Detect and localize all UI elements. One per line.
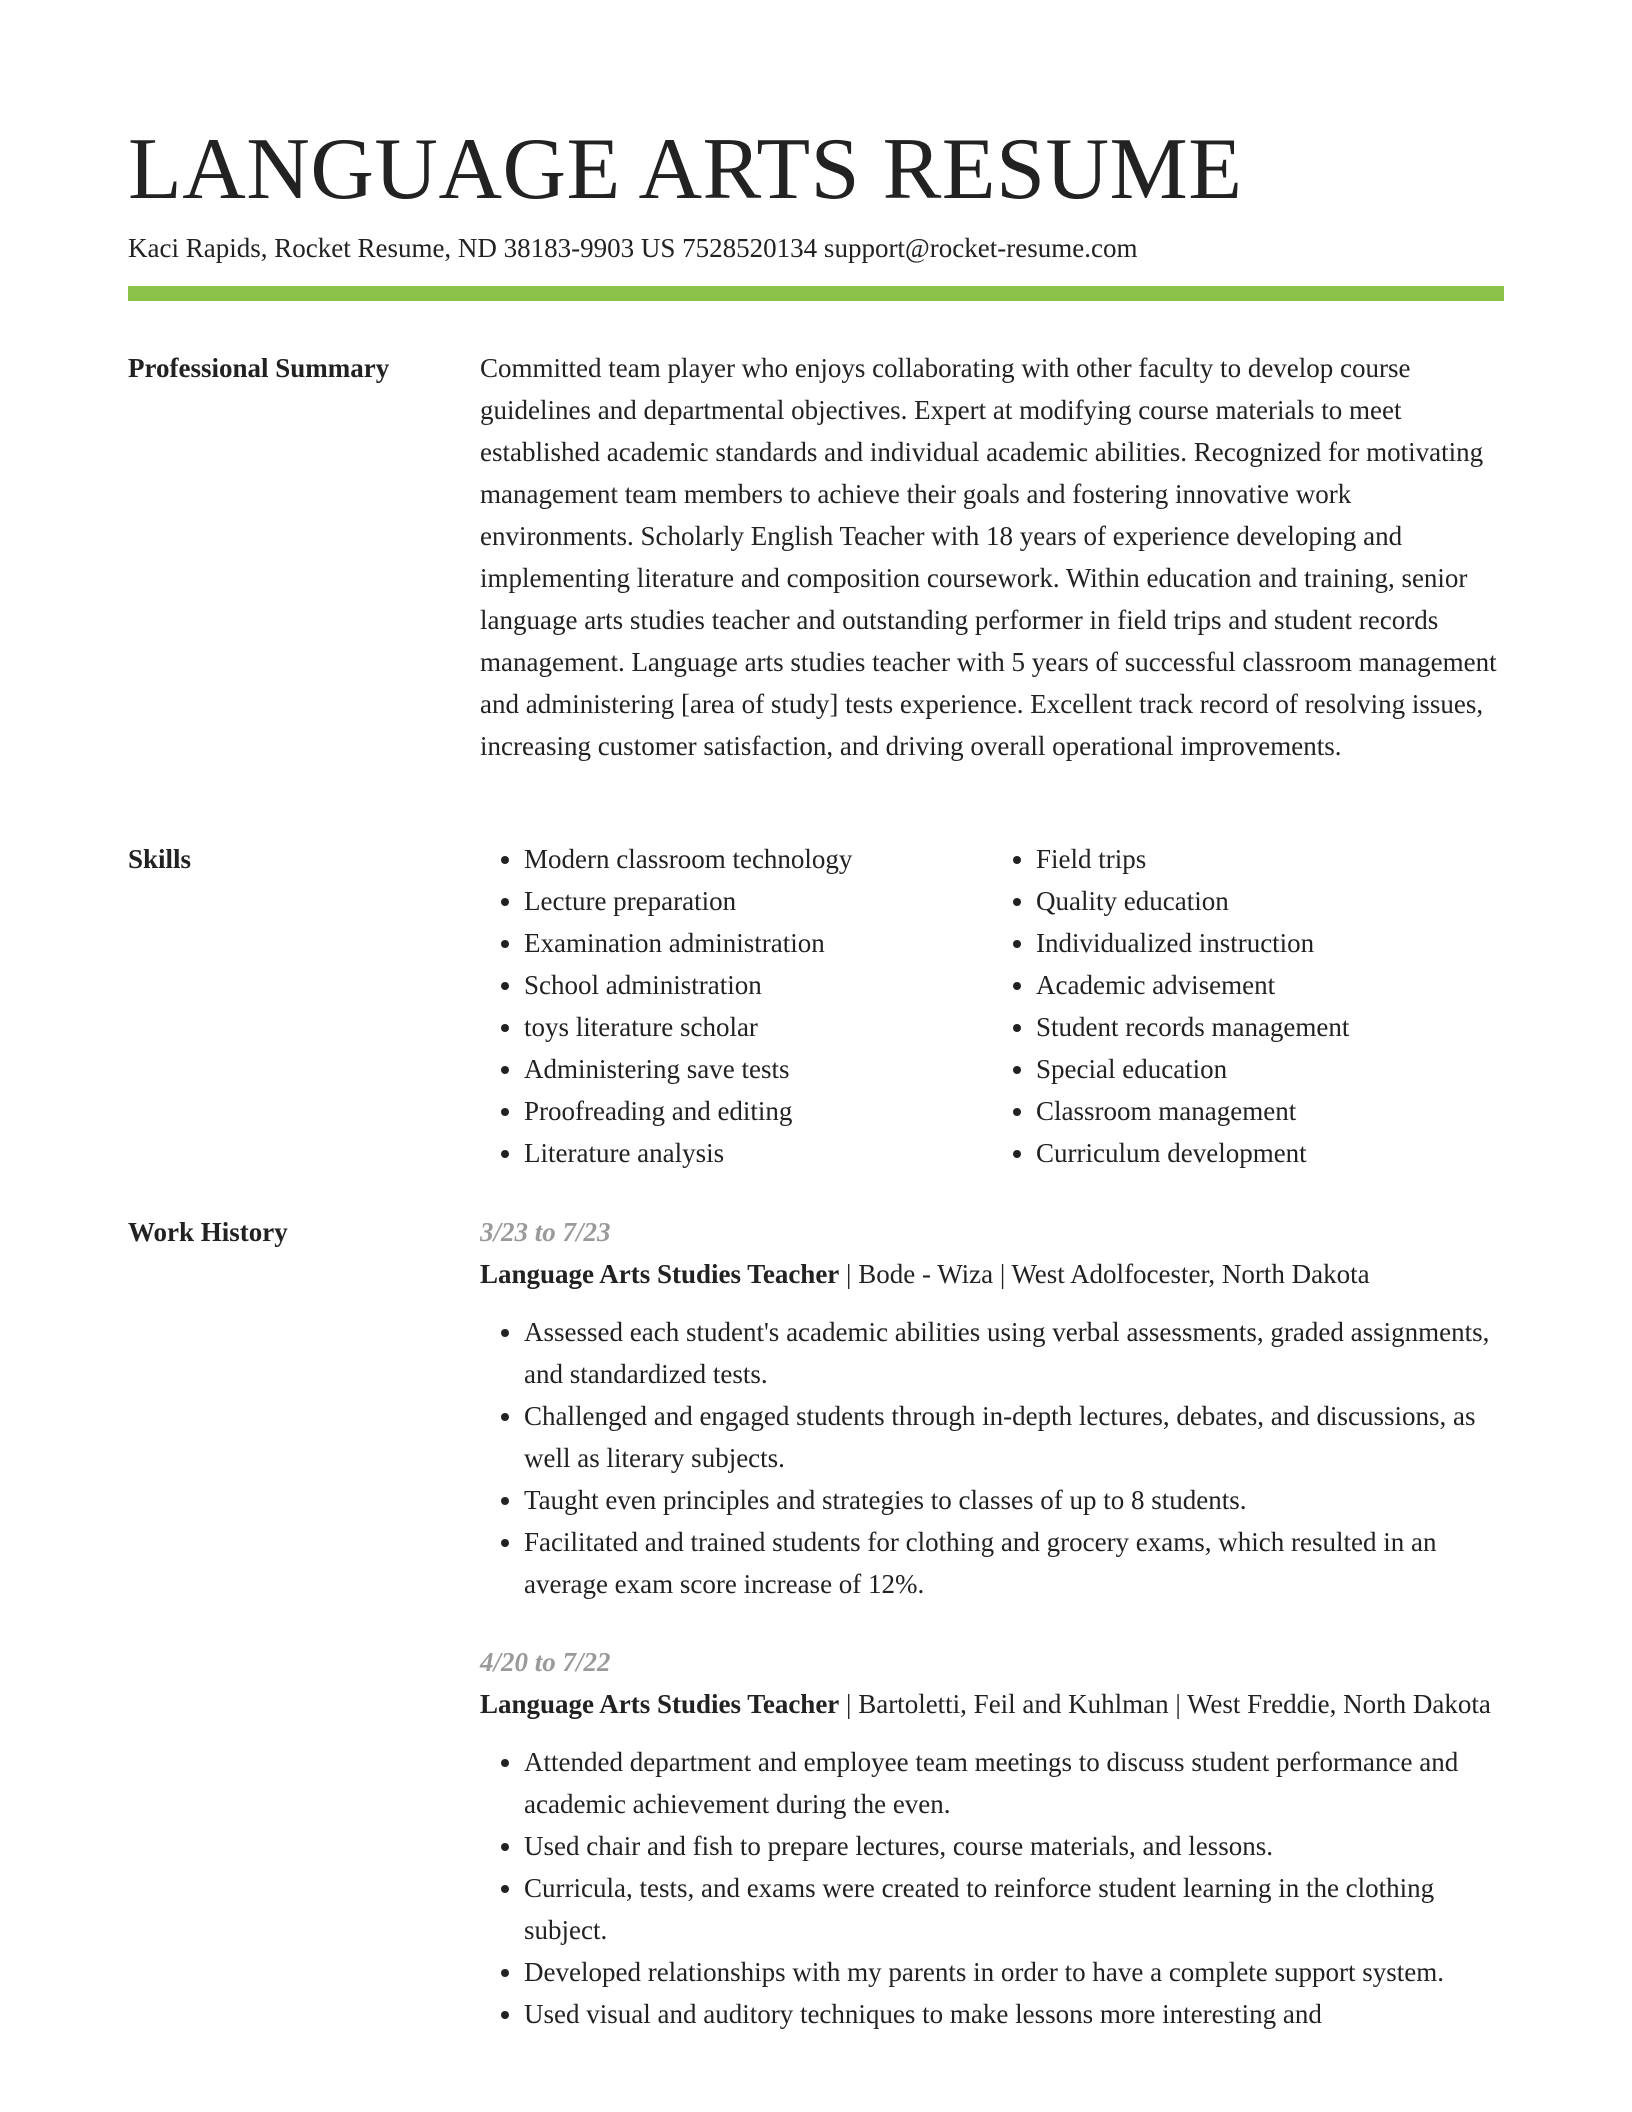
job-title: Language Arts Studies Teacher [480, 1259, 840, 1289]
job-bullet: • Facilitated and trained students for clothing and grocery exams, which resulted in an average exam score increase of 12%. [524, 1521, 1504, 1605]
skill-item: • Quality education [1036, 880, 1504, 922]
skill-item: • toys literature scholar [524, 1006, 992, 1048]
job-heading [480, 1253, 1504, 1295]
job-bullet: • Developed relationships with my parents in order to have a complete support system. [524, 1951, 1504, 1993]
job-bullet: • Challenged and engaged students through in-depth lectures, debates, and discussions, as well as literary subjects. [524, 1395, 1504, 1479]
contact-line: Kaci Rapids, Rocket Resume, ND 38183-9903 US 7528520134 support@rocket-resume.com [128, 233, 1138, 263]
job-dates: 3/23 to 7/23 [480, 1217, 611, 1247]
skills-body [480, 838, 1504, 1174]
job-bullet: • Taught even principles and strategies to classes of up to 8 students. [524, 1479, 1504, 1521]
job-entry [480, 1211, 1504, 1605]
job-bullets [480, 1741, 1504, 2035]
skill-item: • Academic advisement [1036, 964, 1504, 1006]
summary-text: Committed team player who enjoys collaborating with other faculty to develop course guidelines and departmental objectives. Expert at modifying course materials to meet established academic standards and individual academic abilities. Recognized for motivating management team members to achieve their goals and fostering innovative work environments. Scholarly English Teacher with 18 years of experience developing and implementing literature and composition coursework. Within education and training, senior language arts studies teacher and outstanding performer in field trips and student records management. Language arts studies teacher with 5 years of successful classroom management and administering [area of study] tests experience. Excellent track record of resolving issues, increasing customer satisfaction, and driving overall operational improvements. [480, 353, 1497, 761]
job-title: Language Arts Studies Teacher [480, 1689, 840, 1719]
skill-item: • Literature analysis [524, 1132, 992, 1174]
skills-label: Skills [128, 844, 192, 874]
skill-item: • Administering save tests [524, 1048, 992, 1090]
skills-columns [480, 838, 1504, 1174]
job-heading [480, 1683, 1504, 1725]
skills-list-right [992, 838, 1504, 1174]
skill-item: • Proofreading and editing [524, 1090, 992, 1132]
job-details: | Bartoletti, Feil and Kuhlman | West Freddie, North Dakota [839, 1689, 1491, 1719]
skill-item: • Individualized instruction [1036, 922, 1504, 964]
summary-body [480, 347, 1504, 767]
job-bullet: • Attended department and employee team meetings to discuss student performance and academic achievement during the even. [524, 1741, 1504, 1825]
resume-title: LANGUAGE ARTS RESUME [128, 121, 1243, 218]
job-entry [480, 1641, 1504, 2035]
job-bullet: • Used chair and fish to prepare lectures, course materials, and lessons. [524, 1825, 1504, 1867]
skill-item: • Special education [1036, 1048, 1504, 1090]
job-details: | Bode - Wiza | West Adolfocester, North Dakota [839, 1259, 1370, 1289]
job-dates: 4/20 to 7/22 [480, 1647, 611, 1677]
skill-item: • School administration [524, 964, 992, 1006]
job-bullet: • Used visual and auditory techniques to make lessons more interesting and [524, 1993, 1504, 2035]
header-divider [128, 286, 1504, 301]
job-bullets [480, 1311, 1504, 1605]
skill-item: • Modern classroom technology [524, 838, 992, 880]
skill-item: • Student records management [1036, 1006, 1504, 1048]
skills-list-left [480, 838, 992, 1174]
work-history-label: Work History [128, 1217, 288, 1247]
skill-item: • Lecture preparation [524, 880, 992, 922]
job-bullet: • Curricula, tests, and exams were created to reinforce student learning in the clothing subject. [524, 1867, 1504, 1951]
skill-item: • Classroom management [1036, 1090, 1504, 1132]
skill-item: • Field trips [1036, 838, 1504, 880]
summary-label: Professional Summary [128, 353, 390, 383]
job-bullet: • Assessed each student's academic abilities using verbal assessments, graded assignments, and standardized tests. [524, 1311, 1504, 1395]
skill-item: • Curriculum development [1036, 1132, 1504, 1174]
skill-item: • Examination administration [524, 922, 992, 964]
work-history-body [480, 1211, 1504, 2071]
